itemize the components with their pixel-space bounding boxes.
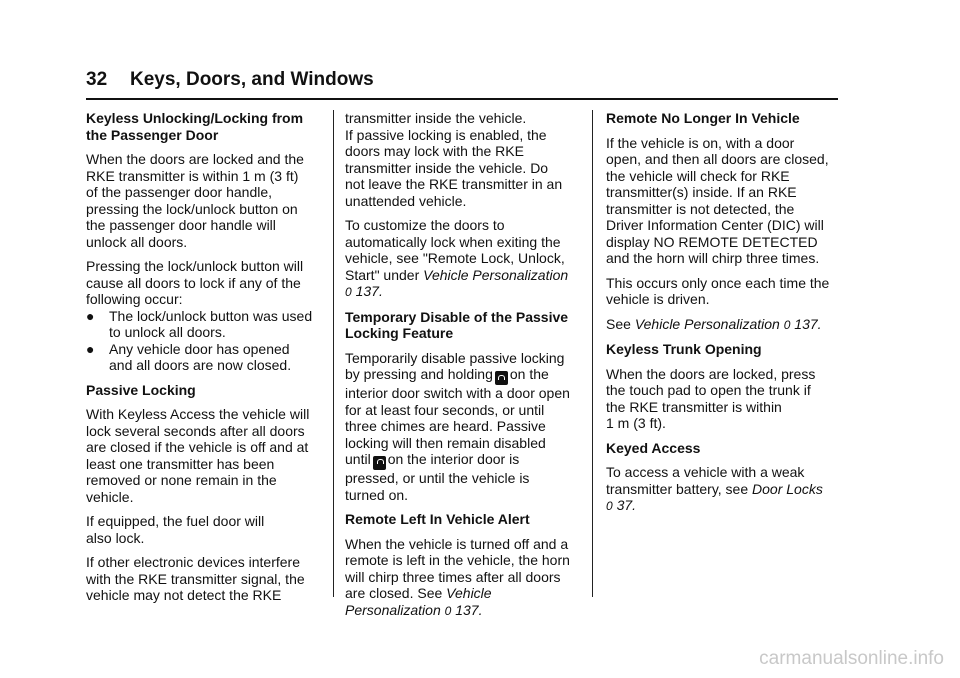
- paragraph: This occurs only once each time the vehicle is driven.: [606, 274, 830, 307]
- page-number: 32: [86, 69, 108, 90]
- cross-reference-link[interactable]: Vehicle Personalization: [634, 315, 780, 332]
- cross-reference-link[interactable]: Door Locks: [752, 480, 823, 497]
- paragraph: To access a vehicle with a weak transmitter battery, see Door Locks 0 37.: [606, 464, 823, 513]
- page-ref-link[interactable]: 137: [794, 315, 818, 332]
- heading-keyless-trunk: Keyless Trunk Opening: [606, 341, 762, 357]
- page-ref-icon: 0: [606, 499, 613, 513]
- cross-reference-link[interactable]: Vehicle Personalization: [423, 266, 569, 283]
- page-ref-icon: 0: [783, 317, 791, 332]
- heading-remote-no-longer: Remote No Longer In Vehicle: [606, 110, 800, 126]
- column-2: [345, 110, 579, 619]
- heading-keyless-unlocking: Keyless Unlocking/Locking from the Passenger Door: [86, 110, 304, 143]
- page-ref-link[interactable]: 37: [616, 497, 633, 513]
- paragraph: Temporarily disable passive locking by pressing and holding on the interior door switch with a door open for at least four seconds, or until three chimes are heard. Passive locking will then remain disabled until on the interior door is pressed, or until the vehicle is turned on.: [345, 349, 570, 503]
- column-3: [606, 110, 842, 515]
- page-ref-link[interactable]: 137: [455, 601, 479, 618]
- paragraph: When the doors are locked, press the touch pad to open the trunk if the RKE transmitter is within 1 m (3 ft).: [606, 365, 816, 431]
- paragraph: See Vehicle Personalization 0 137.: [606, 315, 822, 332]
- heading-temporary-disable: Temporary Disable of the Passive Locking Feature: [345, 308, 569, 341]
- bullet-icon: ●: [86, 307, 95, 324]
- column-1: [86, 110, 322, 604]
- cross-reference-link[interactable]: Vehicle: [446, 585, 492, 601]
- watermark: carmanualsonline.info: [759, 648, 944, 669]
- paragraph: If equipped, the fuel door will also lock.: [86, 513, 265, 546]
- paragraph: Pressing the lock/unlock button will cause all doors to lock if any of the following occur:: [86, 258, 304, 307]
- paragraph: When the vehicle is turned off and a remote is left in the vehicle, the horn will chirp three times after all doors are closed. See Vehicle Personalization 0 137.: [345, 535, 570, 618]
- page-ref-icon: 0: [444, 603, 452, 618]
- header-rule: [86, 98, 838, 100]
- list-item: ● The lock/unlock button was used to unlock all doors.: [86, 307, 313, 340]
- page-ref-icon: 0: [345, 285, 352, 299]
- page-ref-link[interactable]: 137: [355, 283, 379, 299]
- heading-remote-left-alert: Remote Left In Vehicle Alert: [345, 511, 530, 527]
- paragraph: When the doors are locked and the RKE transmitter is within 1 m (3 ft) of the passenger door handle, pressing the lock/unlock button on the passenger door handle will unlock all doors.: [86, 151, 304, 250]
- paragraph: With Keyless Access the vehicle will lock several seconds after all doors are closed if the vehicle is off and at least one transmitter has been removed or none remain in the vehicle.: [86, 406, 310, 505]
- paragraph: If other electronic devices interfere with the RKE transmitter signal, the vehicle may not detect the RKE: [86, 554, 305, 603]
- heading-passive-locking: Passive Locking: [86, 381, 196, 398]
- column-divider-2: [592, 110, 593, 597]
- heading-keyed-access: Keyed Access: [606, 439, 701, 456]
- paragraph: If the vehicle is on, with a door open, and then all doors are closed, the vehicle will check for RKE transmitter(s) inside. If an RKE transmitter is not detected, the Driver Information Center (DIC) will display NO REMOTE DETECTED and the horn will chirp three times.: [606, 134, 829, 266]
- bullet-icon: ●: [86, 340, 95, 357]
- column-divider-1: [333, 110, 334, 597]
- paragraph: To customize the doors to automatically lock when exiting the vehicle, see "Remote Lock, Unlock, Start" under Vehicle Personalization 0 137.: [345, 217, 569, 299]
- list-item: ● Any vehicle door has opened and all doors are now closed.: [86, 340, 292, 373]
- section-title: Keys, Doors, and Windows: [130, 69, 374, 90]
- lock-icon: [495, 371, 508, 385]
- unlock-icon: [373, 456, 386, 470]
- paragraph: transmitter inside the vehicle. If passive locking is enabled, the doors may lock with the RKE transmitter inside the vehicle. Do not leave the RKE transmitter in an unattended vehicle.: [345, 110, 563, 209]
